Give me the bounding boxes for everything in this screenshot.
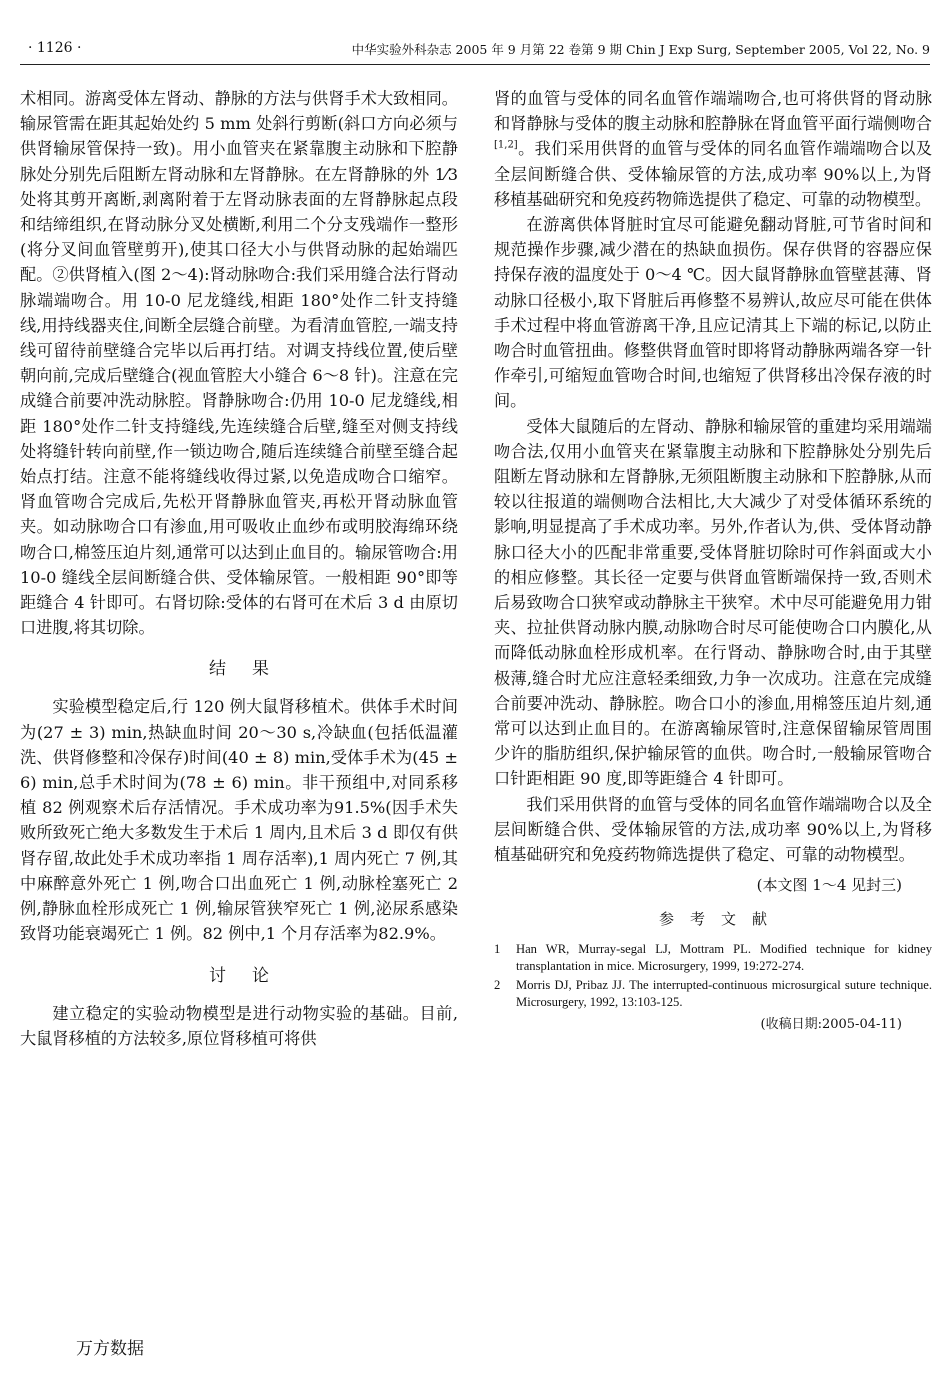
journal-info: 中华实验外科杂志 2005 年 9 月第 22 卷第 9 期 Chin J Exp Surg, September 2005, Vol 22, No. 9 <box>351 42 930 57</box>
header-rule <box>20 64 930 65</box>
discussion-heading: 讨论 <box>209 965 295 986</box>
reference-item <box>494 941 932 975</box>
citation: [1,2] <box>494 140 518 152</box>
reference-item <box>494 977 932 1011</box>
page-header <box>28 40 930 62</box>
left-column <box>20 86 458 1051</box>
references-heading: 参考文献 <box>658 910 783 929</box>
page-number: · 1126 · <box>28 40 82 56</box>
reference-text: Morris DJ, Pribaz JJ. The interrupted-continuous microsurgical suture technique. Microsurgery, 1992, 13:103-125. <box>516 978 932 1010</box>
reference-number: 1 <box>494 942 501 957</box>
discussion-text-a: 肾的血管与受体的同名血管作端端吻合,也可将供肾的肾动脉和肾静脉与受体的腹主动脉和腔静脉在肾血管平面行端侧吻合 <box>494 89 932 134</box>
received-date: (收稿日期:2005-04-11) <box>760 1017 902 1033</box>
results-heading: 结果 <box>209 659 295 680</box>
right-column <box>494 86 932 1035</box>
reference-number: 2 <box>494 978 501 993</box>
discussion-paragraph-2: 在游离供体肾脏时宜尽可能避免翻动肾脏,可节省时间和规范操作步骤,减少潜在的热缺血损伤。保存供肾的容器应保持保存液的温度处于 0～4 ℃。因大鼠肾静脉血管壁甚薄、肾动脉口径极小,取下肾脏后再修整不易辨认,故应尽可能在供体手术过程中将血管游离干净,且应记清其上下端的标记,以防止吻合时血管扭曲。修整供肾血管时即将肾动静脉两端各穿一针作牵引,可缩短血管吻合时间,也缩短了供肾移出冷保存液的时间。 <box>494 215 932 411</box>
discussion-paragraph-start: 建立稳定的实验动物模型是进行动物实验的基础。目前,大鼠肾移植的方法较多,原位肾移植可将供 <box>20 1003 458 1048</box>
methods-continuation: 术相同。游离受体左肾动、静脉的方法与供肾手术大致相同。输尿管需在距其起始处约 5 mm 处斜行剪断(斜口方向必须与供肾输尿管保持一致)。用小血管夹在紧靠腹主动脉和下腔静脉处分别先后阻断左肾动脉和左肾静脉。在左肾静脉的外 1⁄3 处将其剪开离断,剥离附着于左肾动脉表面的左肾静脉起点段和结缔组织,在肾动脉分叉处横断,利用二个分支残端作一整形(将分叉间血管壁剪开),使其口径大小与供肾动脉的起始端匹配。②供肾植入(图 2～4):肾动脉吻合:我们采用缝合法行肾动脉端端吻合。用 10-0 尼龙缝线,相距 180°处作二针支持缝线,用持线器夹住,间断全层缝合前壁。为看清血管腔,一端支持线可留待前壁缝合完毕以后再打结。对调支持线位置,使后壁朝向前,完成后壁缝合(视血管腔大小缝合 6～8 针)。注意在完成缝合前要冲洗动脉腔。肾静脉吻合:仍用 10-0 尼龙缝线,相距 180°处作二针支持缝线,先连续缝合后壁,缝至对侧支持线处将缝针转向前壁,作一锁边吻合,随后连续缝合前壁至缝合起始点打结。注意不能将缝线收得过紧,以免造成吻合口缩窄。肾血管吻合完成后,先松开肾静脉血管夹,再松开肾动脉血管夹。如动脉吻合口有渗血,用可吸收止血纱布或明胶海绵环绕吻合口,棉签压迫片刻,通常可以达到止血目的。输尿管吻合:用 10-0 缝线全层间断缝合供、受体输尿管。一般相距 90°即等距缝合 4 针即可。右肾切除:受体的右肾可在术后 3 d 由原切口进腹,将其切除。 <box>20 89 458 638</box>
results-paragraph: 实验模型稳定后,行 120 例大鼠肾移植术。供体手术时间为(27 ± 3) min,热缺血时间 20～30 s,冷缺血(包括低温灌洗、供肾修整和冷保存)时间(40 ± 8) min,受体手术为(45 ± 6) min,总手术时间为(78 ± 6) min。非干预组中,对同系移植 82 例观察术后存活情况。手术成功率为91.5%(因手术失败所致死亡绝大多数发生于术后 1 周内,且术后 3 d 即仅有供肾存留,故此处手术成功率指 1 周存活率),1 周内死亡 7 例,其中麻醉意外死亡 1 例,吻合口出血死亡 1 例,动脉栓塞死亡 2 例,静脉血栓形成死亡 1 例,输尿管狭窄死亡 1 例,泌尿系感染致肾功能衰竭死亡 1 例。82 例中,1 个月存活率为82.9%。 <box>20 697 458 944</box>
discussion-paragraph-3: 受体大鼠随后的左肾动、静脉和输尿管的重建均采用端端吻合法,仅用小血管夹在紧靠腹主动脉和下腔静脉处分别先后阻断左肾动脉和左肾静脉,无须阻断腹主动脉和下腔静脉,从而较以往报道的端侧吻合法相比,大大减少了对受体循环系统的影响,明显提高了手术成功率。另外,作者认为,供、受体肾动静脉口径大小的匹配非常重要,受体肾脏切除时可作斜面或大小的相应修整。其长径一定要与供肾血管断端保持一致,否则术后易致吻合口狭窄或动静脉主干狭窄。术中尽可能避免用力钳夹、拉扯供肾动脉内膜,动脉吻合时尽可能使吻合口内膜化,从而降低动脉血栓形成机率。在行肾动、静脉吻合时,由于其壁极薄,缝合时尤应注意轻柔细致,力争一次成功。注意在完成缝合前要冲洗动、静脉腔。吻合口小的渗血,用棉签压迫片刻,通常可以达到止血目的。在游离输尿管时,注意保留输尿管周围少许的脂肪组织,保护输尿管的血供。吻合时,一般输尿管吻合口针距相距 90 度,即等距缝合 4 针即可。 <box>494 416 932 789</box>
discussion-paragraph-4: 我们采用供肾的血管与受体的同名血管作端端吻合以及全层间断缝合供、受体输尿管的方法,成功率 90%以上,为肾移植基础研究和免疫药物筛选提供了稳定、可靠的动物模型。 <box>494 794 932 865</box>
footer-watermark: 万方数据 <box>76 1339 144 1359</box>
discussion-text-b: 。我们采用供肾的血管与受体的同名血管作端端吻合以及全层间断缝合供、受体输尿管的方法,成功率 90%以上,为肾移植基础研究和免疫药物筛选提供了稳定、可靠的动物模型。 <box>494 139 932 209</box>
figure-note: (本文图 1～4 见封三) <box>756 876 902 895</box>
discussion-paragraph-1 <box>494 86 932 212</box>
reference-text: Han WR, Murray-segal LJ, Mottram PL. Modified technique for kidney transplantation in mice. Microsurgery, 1999, 19:272-274. <box>516 942 932 974</box>
